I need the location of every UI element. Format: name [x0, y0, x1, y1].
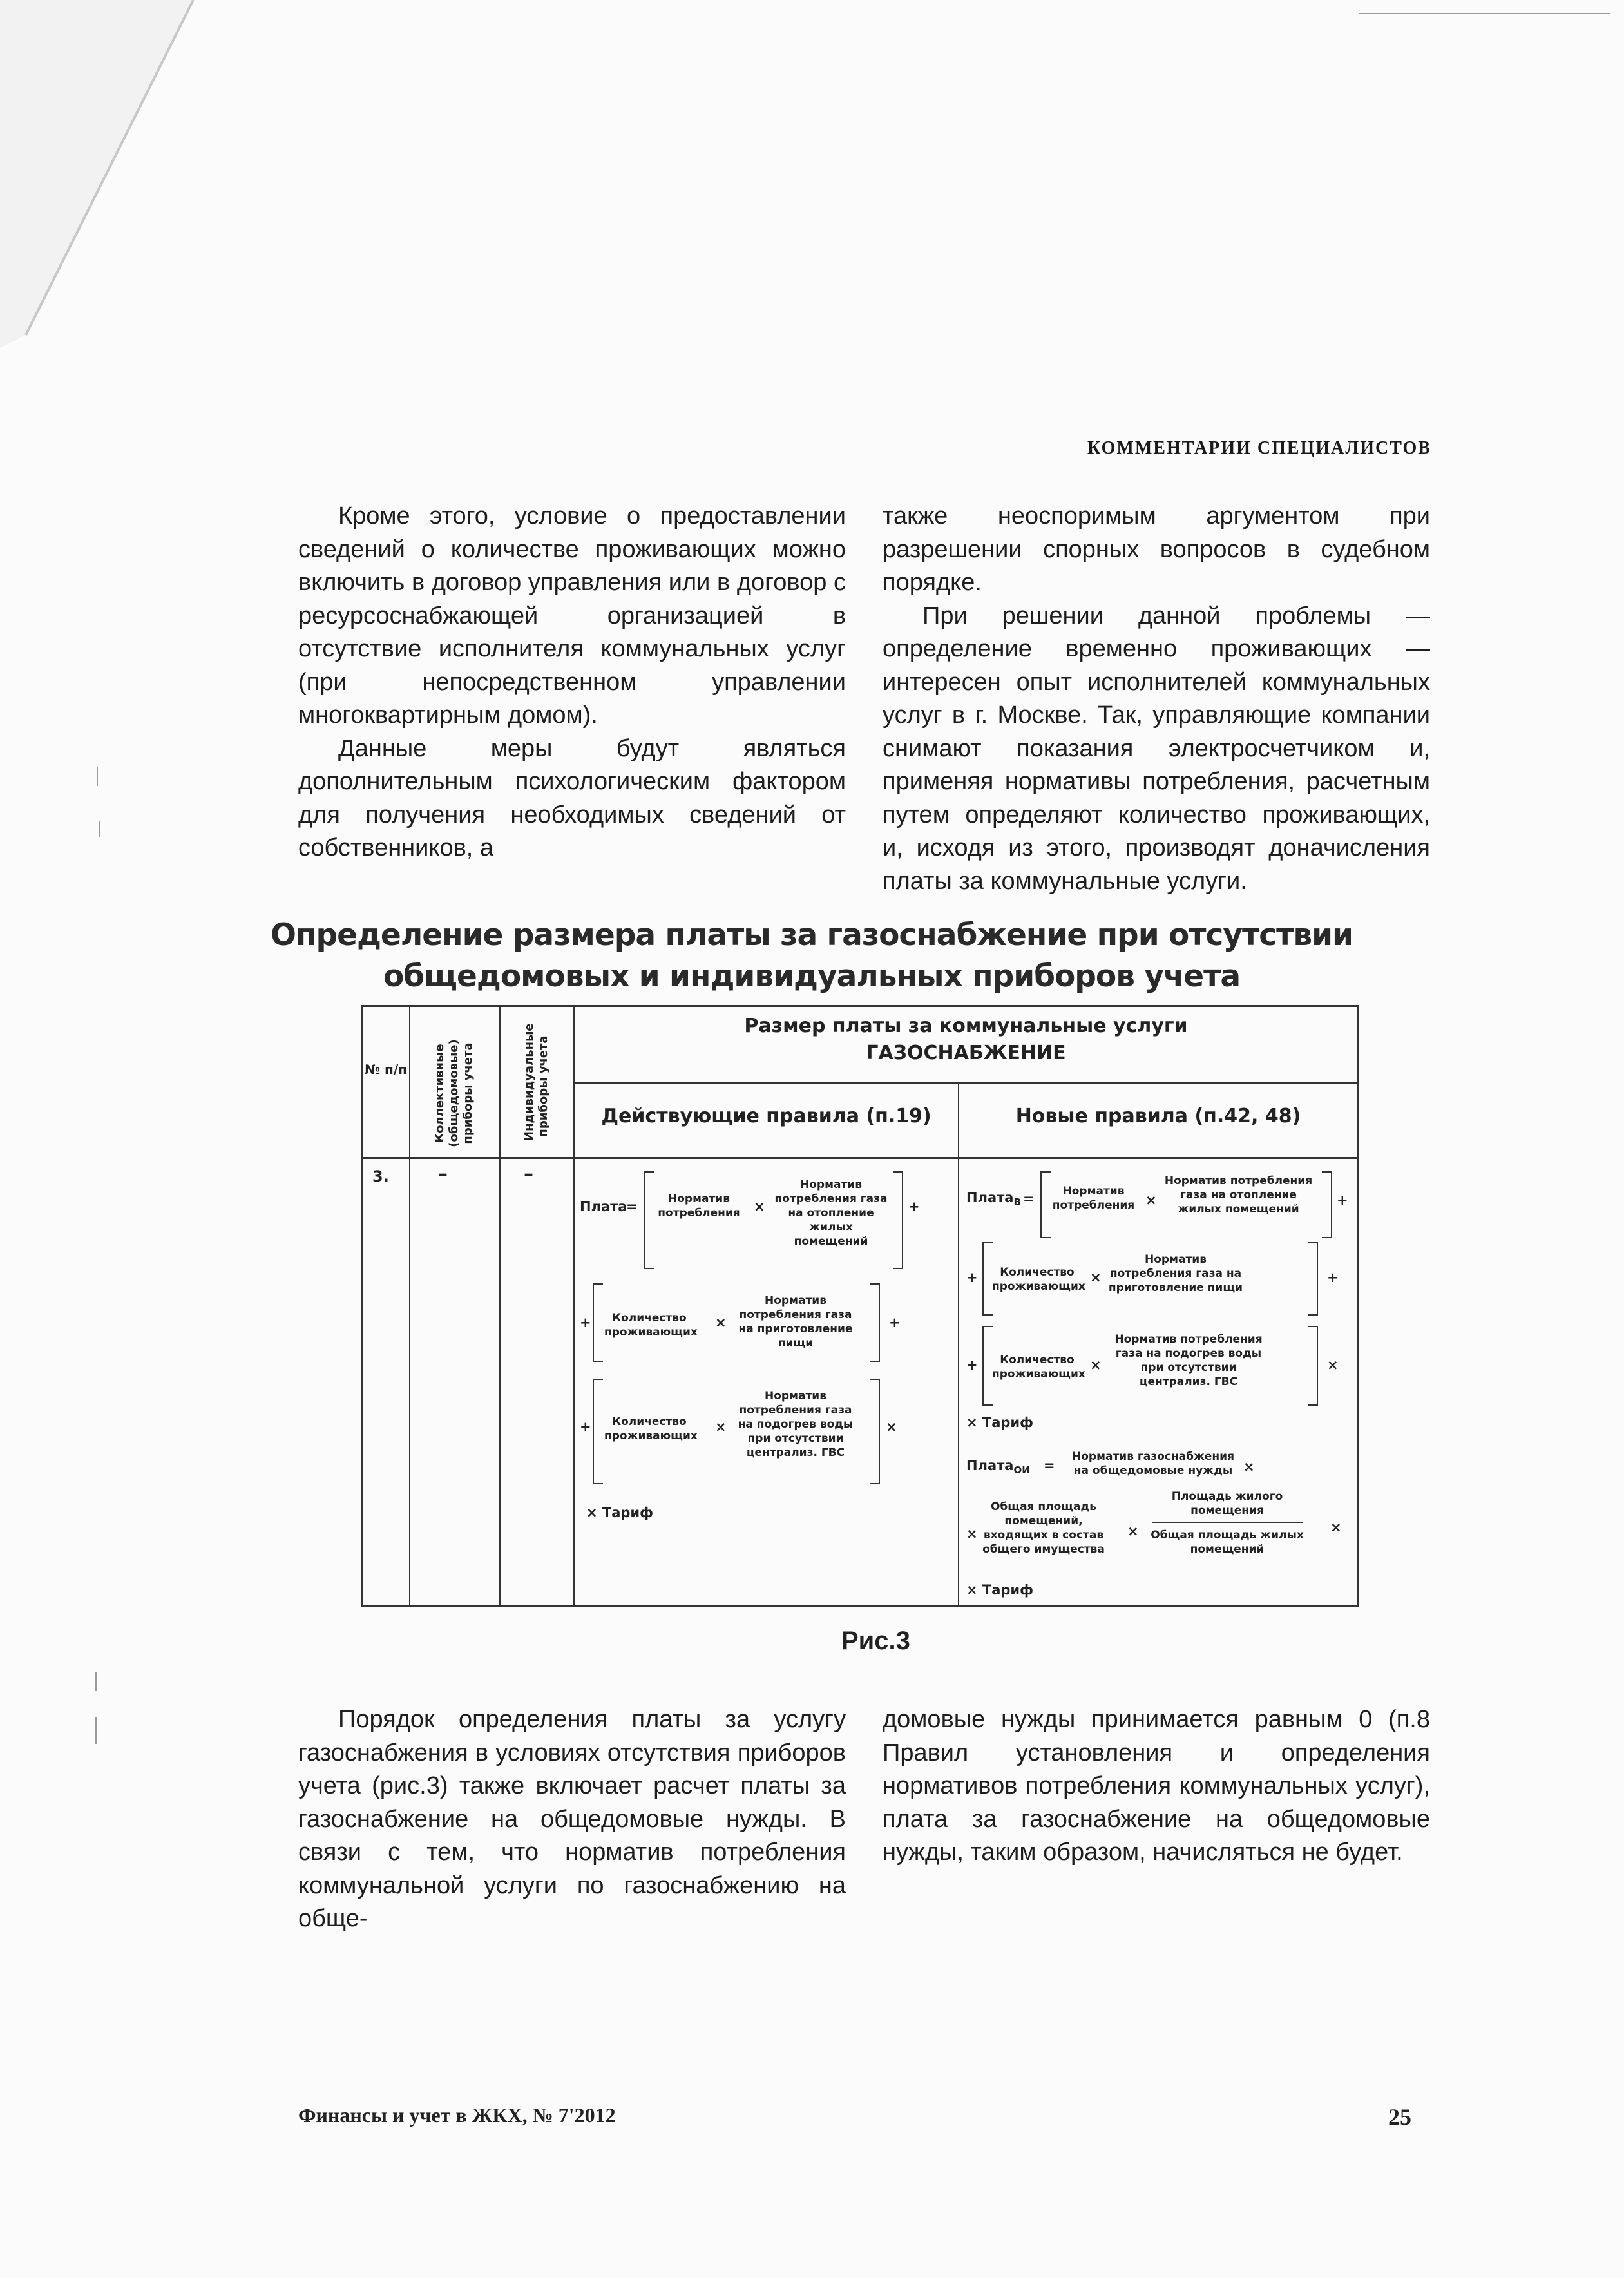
paragraph: также неоспоримым аргументом при разрешении спорных вопросов в судебном порядке.: [883, 503, 1430, 596]
times-sign: ×: [754, 1199, 765, 1214]
paragraph: Порядок определения платы за услугу газоснабжения в условиях отсутствия приборов учета (рис.3) также включает расчет платы за газоснабжение на общедомовые нужды. В связи с тем, что норматив потребления коммунальной услуги по газоснабжению на обще-: [298, 1706, 846, 1932]
norm-water-heating: Норматив потребления газа на подогрев воды при отсутствии централиз. ГВС: [1114, 1333, 1263, 1388]
main-header: [575, 1013, 1357, 1067]
times-sign: ×: [1145, 1192, 1157, 1208]
column-number-header: № п/п: [365, 1062, 407, 1077]
column-collective-header: [433, 1038, 475, 1148]
plata-label: Плата: [580, 1199, 627, 1214]
header-line: Индивидуальные: [522, 1023, 536, 1141]
header-line: (общедомовые): [447, 1039, 461, 1147]
norm-consumption: [654, 1192, 744, 1220]
text-line: на общедомовые нужды: [1073, 1464, 1233, 1477]
plata-oi-label: [966, 1457, 1030, 1479]
residents-count: Количество проживающих: [604, 1415, 698, 1442]
equals-sign: =: [1023, 1191, 1035, 1207]
figure-title-line: Определение размера платы за газоснабжение при отсутствии: [271, 917, 1353, 953]
area-common-property: Общая площадь помещений, входящих в состав общего имущества: [982, 1500, 1105, 1556]
norm-heating: Норматив потребления газа на отопление жилых помещений: [774, 1178, 888, 1248]
figure-title-line: общедомовых и индивидуальных приборов учета: [383, 959, 1241, 994]
header-line: ГАЗОСНАБЖЕНИЕ: [866, 1042, 1066, 1064]
norm-heating: Норматив потребления газа на отопление жилых помещений: [1164, 1174, 1313, 1216]
residents-count: Количество проживающих: [992, 1354, 1085, 1381]
norm-consumption: [1047, 1184, 1140, 1212]
residents-count: Количество проживающих: [604, 1312, 698, 1339]
area-living-numerator: Площадь жилого помещения: [1171, 1490, 1283, 1517]
header-line: Размер платы за коммунальные услуги: [744, 1015, 1188, 1037]
subscript: ОИ: [1013, 1464, 1030, 1477]
times-sign: ×: [715, 1315, 727, 1330]
paragraph: домовые нужды принимается равным 0 (п.8 Правил установления и определения нормативов потребления коммунальных услуг), плата за газоснабжение на общедомовые нужды, таким образом, начисляться не будет.: [883, 1706, 1430, 1866]
text-line: Норматив газоснабжения: [1072, 1450, 1234, 1463]
plus-sign: +: [1327, 1270, 1339, 1285]
text-line: потребления: [658, 1207, 740, 1220]
times-sign: ×: [1243, 1459, 1255, 1475]
column-individual-header: [522, 1023, 551, 1141]
paragraph: Кроме этого, условие о предоставлении сведений о количестве проживающих можно включить в договор управления или в договор с ресурсоснабжающей организацией в отсутствие исполнителя коммунальных услуг (при непосредственном управлении многоквартирным домом).: [298, 503, 846, 729]
row-number: 3.: [372, 1167, 389, 1185]
top-left-column: [298, 500, 846, 865]
plus-sign: +: [966, 1357, 978, 1373]
plus-sign: +: [580, 1315, 591, 1330]
scan-mark: [95, 1717, 97, 1744]
tariff: × Тариф: [966, 1415, 1033, 1430]
times-sign: ×: [886, 1419, 897, 1435]
scan-mark: [97, 767, 98, 786]
section-header: КОММЕНТАРИИ СПЕЦИАЛИСТОВ: [1087, 438, 1431, 458]
page-curl-shadow: [0, 0, 213, 361]
bottom-right-column: [883, 1703, 1430, 1870]
text-line: Норматив: [1062, 1185, 1125, 1198]
text-line: Норматив: [668, 1192, 730, 1205]
subscript: В: [1013, 1196, 1021, 1209]
scan-mark: [95, 1672, 97, 1691]
header-line: приборы учета: [461, 1042, 475, 1144]
text: Плата: [966, 1458, 1014, 1473]
equals-sign: =: [626, 1199, 638, 1214]
text-line: потребления: [1052, 1199, 1135, 1212]
header-line: Коллективные: [433, 1044, 446, 1143]
scan-edge-line: [1359, 13, 1610, 14]
times-sign: ×: [1327, 1357, 1339, 1373]
residents-count: Количество проживающих: [992, 1266, 1085, 1293]
tariff: × Тариф: [966, 1582, 1033, 1598]
bottom-left-column: [298, 1703, 846, 1936]
equals-sign: =: [1044, 1458, 1055, 1473]
norm-cooking: Норматив потребления газа на приготовление пищи: [1108, 1253, 1243, 1294]
times-sign: ×: [966, 1526, 978, 1542]
new-rules-header: Новые правила (п.42, 48): [1015, 1105, 1301, 1127]
paragraph: При решении данной проблемы — определение временно проживающих — интересен опыт исполнителей коммунальных услуг в г. Москве. Так, управляющие компании снимают показания электросчетчиком и, применяя нормативы потребления, расчетным путем определяют количество проживающих, и, исходя из этого, производят доначисления платы за коммунальные услуги.: [883, 602, 1430, 895]
tariff: × Тариф: [586, 1505, 653, 1520]
dash-individual: –: [524, 1163, 533, 1185]
text: Плата: [966, 1190, 1014, 1205]
plus-sign: +: [580, 1419, 591, 1435]
page-number: 25: [1388, 2104, 1411, 2130]
times-sign: ×: [1127, 1524, 1139, 1539]
plus-sign: +: [908, 1199, 920, 1214]
plata-b-label: [966, 1189, 1021, 1211]
figure-caption: Рис.3: [841, 1627, 910, 1655]
journal-footer: Финансы и учет в ЖКХ, № 7'2012: [298, 2103, 616, 2127]
area-living-denominator: Общая площадь жилых помещений: [1151, 1529, 1304, 1556]
norm-cooking: Норматив потребления газа на приготовление пищи: [738, 1294, 853, 1350]
dash-collective: –: [438, 1163, 448, 1185]
header-line: приборы учета: [537, 1035, 550, 1137]
times-sign: ×: [715, 1419, 727, 1435]
plus-sign: +: [966, 1270, 978, 1285]
plus-sign: +: [1337, 1192, 1348, 1208]
norm-common-needs: [1066, 1450, 1240, 1478]
paragraph: Данные меры будут являться дополнительным психологическим фактором для получения необходимых сведений от собственников, а: [298, 734, 846, 861]
current-rules-header: Действующие правила (п.19): [601, 1105, 931, 1127]
top-right-column: [883, 500, 1430, 898]
plus-sign: +: [889, 1315, 901, 1330]
scan-mark: [99, 821, 100, 838]
figure-title: [258, 915, 1366, 997]
norm-water-heating: Норматив потребления газа на подогрев воды при отсутствии централиз. ГВС: [738, 1390, 854, 1459]
figure-table: [361, 1005, 1359, 1607]
times-sign: ×: [1090, 1270, 1102, 1285]
times-sign: ×: [1090, 1357, 1102, 1373]
times-sign: ×: [1330, 1520, 1342, 1535]
